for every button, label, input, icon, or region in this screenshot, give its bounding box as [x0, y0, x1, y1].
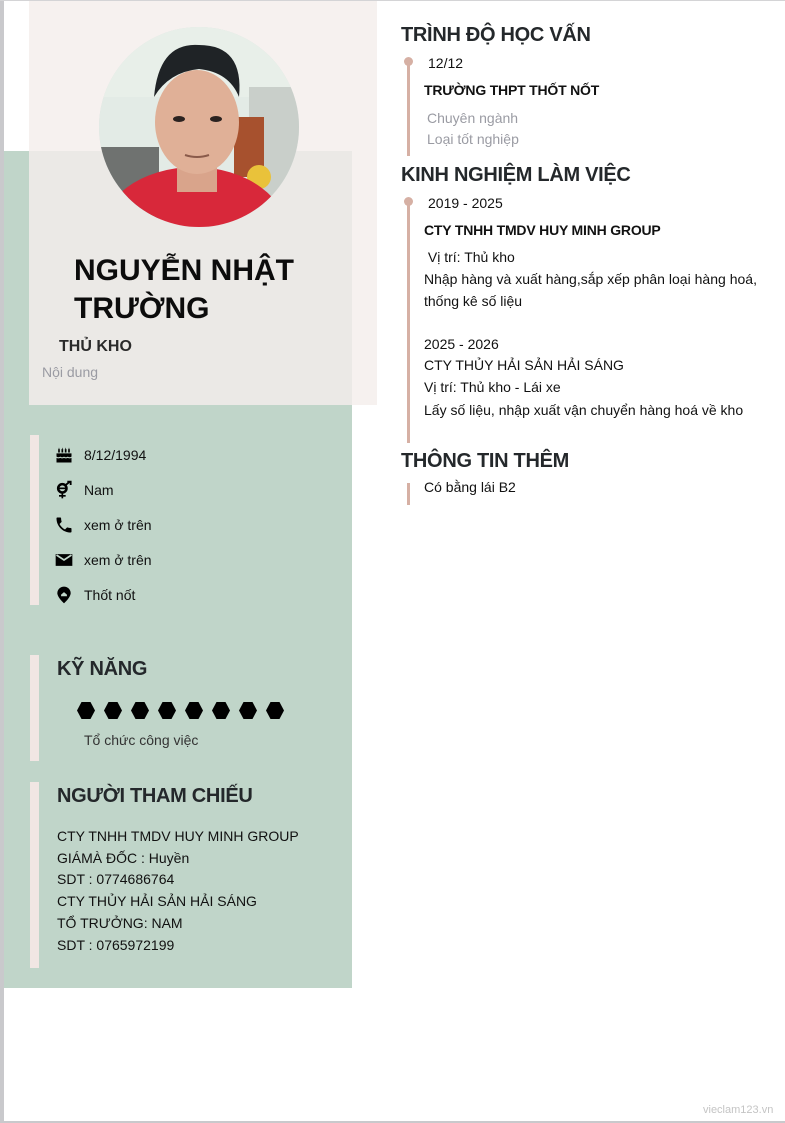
skills-accent-bar [30, 655, 39, 761]
contact-item-birthday [54, 437, 152, 472]
experience-position: Vị trí: Thủ kho - Lái xe [424, 379, 561, 395]
birthday-value: 8/12/1994 [84, 446, 147, 463]
watermark: vieclam123.vn [703, 1104, 774, 1116]
education-major[interactable]: Chuyên ngành [427, 110, 519, 126]
education-school: TRƯỜNG THPT THỐT NỐT [424, 82, 600, 98]
contact-item-phone [54, 507, 152, 542]
education-title: TRÌNH ĐỘ HỌC VẤN [401, 24, 591, 46]
rating-hexagon-icon [131, 702, 149, 719]
gender-icon [54, 480, 74, 500]
location-value: Thốt nốt [84, 586, 136, 603]
job-title: THỦ KHO [59, 338, 132, 355]
references-title: NGƯỜI THAM CHIẾU [57, 785, 253, 807]
additional-info-text: Có bằng lái B2 [424, 479, 516, 495]
rating-hexagon-icon [239, 702, 257, 719]
references-accent-bar [30, 782, 39, 968]
reference-line: SDT : 0765972199 [57, 936, 175, 953]
avatar[interactable] [99, 27, 299, 227]
contact-item-location [54, 577, 152, 612]
rating-hexagon-icon [266, 702, 284, 719]
rating-hexagon-icon [77, 702, 95, 719]
gender-value: Nam [84, 481, 114, 498]
experience-position: Vị trí: Thủ kho [424, 249, 515, 265]
education-grade[interactable]: Loại tốt nghiệp [427, 131, 519, 147]
contact-list [54, 437, 152, 612]
additional-info-bar [407, 483, 410, 505]
references-list [57, 826, 299, 956]
timeline-dot-icon [404, 57, 413, 66]
experience-timeline [407, 200, 410, 443]
skills-title: KỸ NĂNG [57, 658, 148, 680]
reference-line: CTY THỦY HẢI SẢN HẢI SÁNG [57, 893, 257, 910]
contact-accent-bar [30, 435, 39, 605]
contact-item-email [54, 542, 152, 577]
reference-line: CTY TNHH TMDV HUY MINH GROUP [57, 828, 299, 844]
experience-company: CTY TNHH TMDV HUY MINH GROUP [424, 222, 661, 238]
timeline-dot-icon [404, 197, 413, 206]
reference-line: TỔ TRƯỞNG: NAM [57, 914, 183, 931]
education-timeline [407, 60, 410, 156]
location-icon [54, 585, 74, 605]
experience-period: 2019 - 2025 [428, 195, 503, 211]
birthday-cake-icon [54, 445, 74, 465]
job-description[interactable]: Nội dung [42, 364, 99, 380]
additional-info-title: THÔNG TIN THÊM [401, 450, 570, 472]
education-period: 12/12 [428, 55, 464, 71]
rating-hexagon-icon [212, 702, 230, 719]
phone-value: xem ở trên [84, 516, 152, 533]
candidate-name: NGUYỄN NHẬT TRƯỜNG [74, 254, 295, 325]
skill-name: Tổ chức công việc [84, 732, 199, 748]
experience-company: CTY THỦY HẢI SẢN HẢI SÁNG [424, 357, 624, 373]
profile-photo [99, 27, 299, 227]
email-icon [54, 550, 74, 570]
rating-hexagon-icon [158, 702, 176, 719]
experience-description: Lấy số liệu, nhập xuất vận chuyển hàng hoá về kho [424, 402, 744, 418]
experience-title: KINH NGHIỆM LÀM VIỆC [401, 164, 631, 186]
rating-hexagon-icon [185, 702, 203, 719]
reference-line: GIÁMÀ ĐỐC : Huyền [57, 849, 190, 866]
rating-hexagon-icon [104, 702, 122, 719]
email-value: xem ở trên [84, 551, 152, 568]
experience-period: 2025 - 2026 [424, 336, 499, 352]
skill-rating [77, 702, 293, 719]
contact-item-gender [54, 472, 152, 507]
experience-description: Nhập hàng và xuất hàng,sắp xếp phân loại hàng hoá, thống kê số liệu [424, 271, 757, 309]
phone-icon [54, 515, 74, 535]
reference-line: SDT : 0774686764 [57, 871, 175, 888]
